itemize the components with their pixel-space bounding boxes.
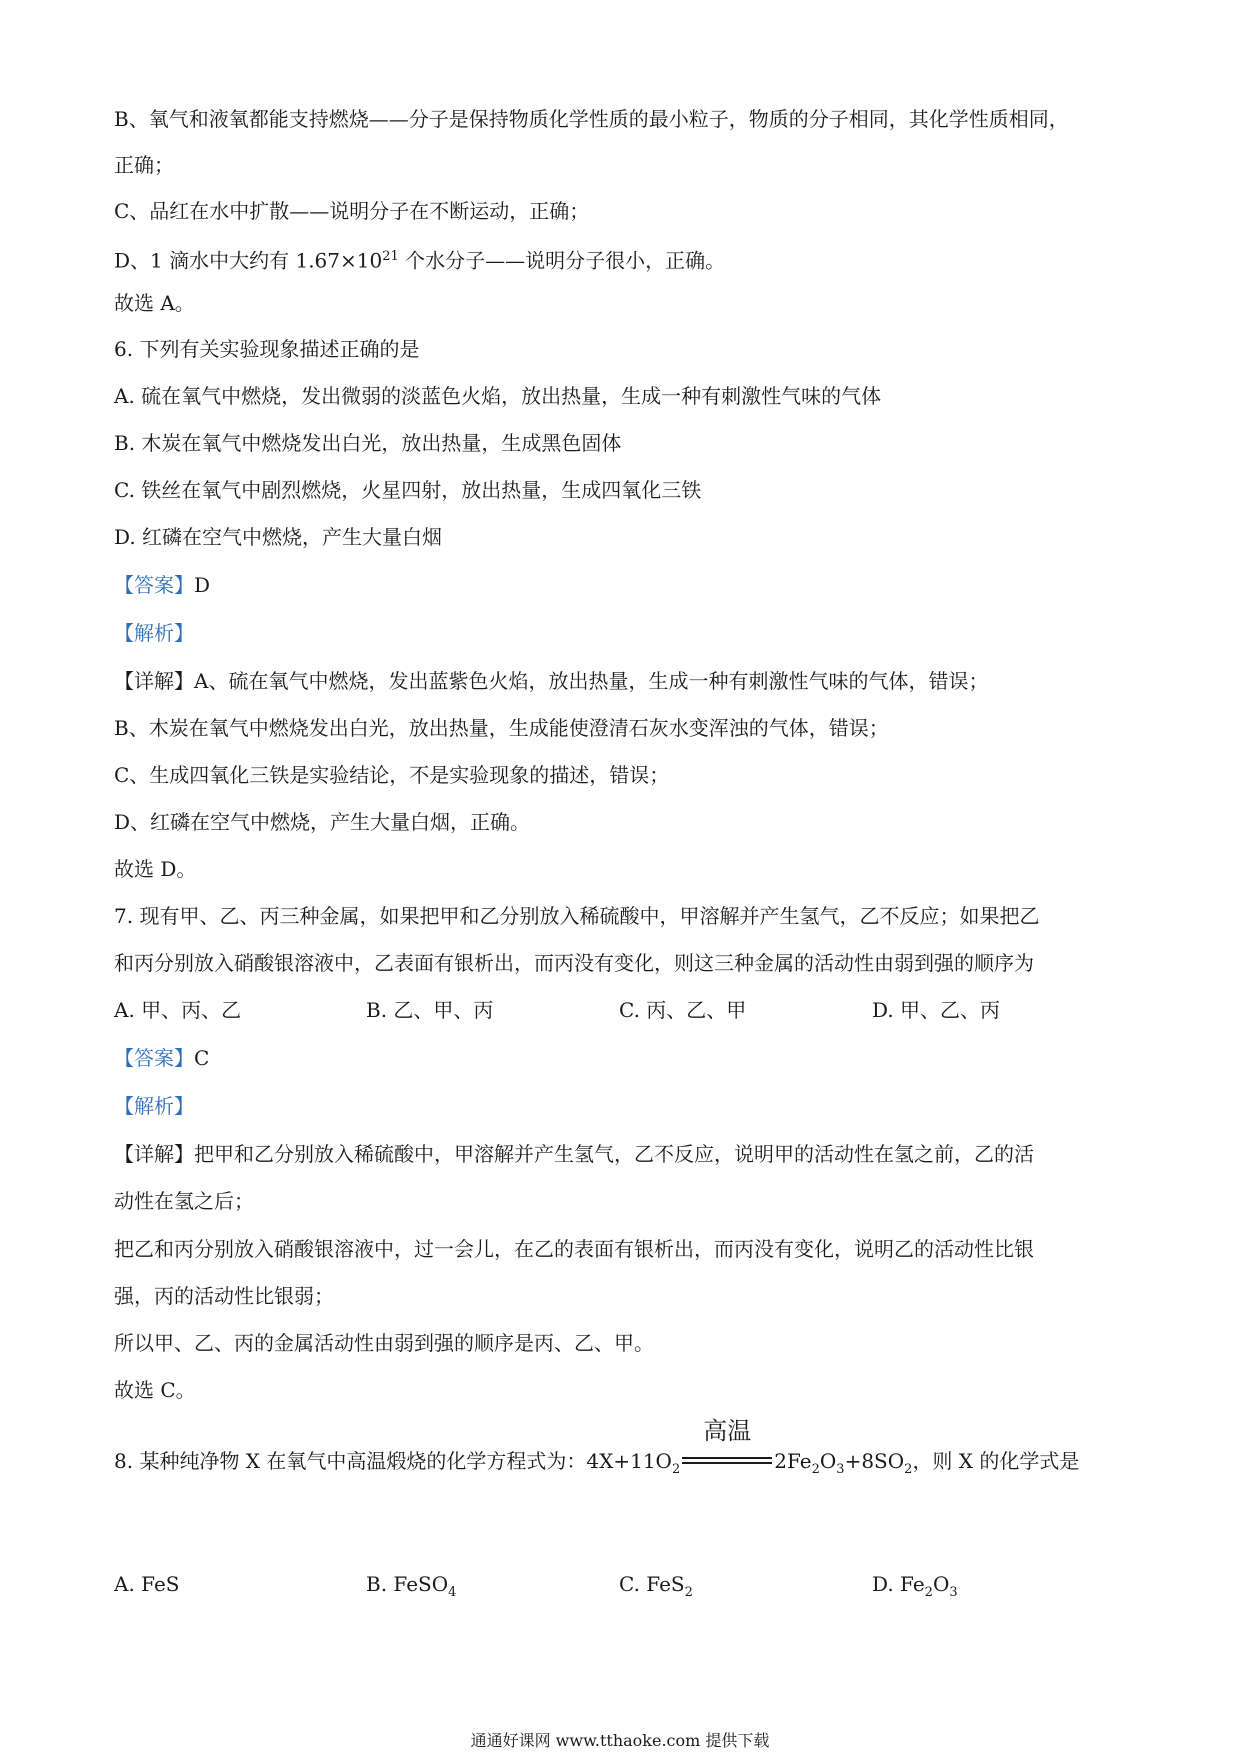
q5-conclusion: 故选 A。 <box>114 291 195 315</box>
reaction-condition-arrow <box>682 1417 772 1476</box>
q6-option-d: D. 红磷在空气中燃烧，产生大量白烟 <box>114 525 443 549</box>
q6-stem: 6. 下列有关实验现象描述正确的是 <box>114 337 420 361</box>
q7-stem-line2: 和丙分别放入硝酸银溶液中，乙表面有银析出，而丙没有变化，则这三种金属的活动性由弱到强的顺序为 <box>114 951 1034 975</box>
q7-conclusion: 故选 C。 <box>114 1378 196 1402</box>
q8-option-c: C. FeS$_2$ <box>619 1572 693 1600</box>
q7-option-a: A. 甲、丙、乙 <box>114 998 242 1022</box>
q7-detail-line5: 所以甲、乙、丙的金属活动性由弱到强的顺序是丙、乙、甲。 <box>114 1331 654 1355</box>
q7-detail-line3: 把乙和丙分别放入硝酸银溶液中，过一会儿，在乙的表面有银析出，而丙没有变化，说明乙的活动性比银 <box>114 1237 1034 1261</box>
q5-option-b-line1: B、氧气和液氧都能支持燃烧——分子是保持物质化学性质的最小粒子，物质的分子相同，其化学性质相同， <box>114 107 1069 131</box>
q8-stem: 8. 某种纯净物 X 在氧气中高温煅烧的化学方程式为：$4X+11O_2$ 高温 $2Fe_2O_3+8SO_2$，则 X 的化学式是 <box>114 1417 1080 1477</box>
q7-option-b: B. 乙、甲、丙 <box>366 998 494 1022</box>
q6-option-a: A. 硫在氧气中燃烧，发出微弱的淡蓝色火焰，放出热量，生成一种有刺激性气味的气体 <box>114 384 882 408</box>
q7-detail-line1: 【详解】把甲和乙分别放入稀硫酸中，甲溶解并产生氢气，乙不反应，说明甲的活动性在氢之前，乙的活 <box>114 1142 1034 1166</box>
q6-detail-d: D、红磷在空气中燃烧，产生大量白烟，正确。 <box>114 810 531 834</box>
q7-detail-line2: 动性在氢之后； <box>114 1189 254 1213</box>
q6-conclusion: 故选 D。 <box>114 857 197 881</box>
q6-answer: 【答案】D <box>114 573 211 597</box>
q6-option-b: B. 木炭在氧气中燃烧发出白光，放出热量，生成黑色固体 <box>114 431 622 455</box>
q7-option-d: D. 甲、乙、丙 <box>872 998 1001 1022</box>
q5-option-d: D、1 滴水中大约有 $1.67\times 10^{21}$ 个水分子——说明分子很小，正确。 <box>114 248 726 273</box>
q8-option-d: D. $Fe_2O_3$ <box>872 1572 958 1600</box>
answer-tag: 【答案】 <box>114 1046 194 1070</box>
reaction-condition: 高温 <box>703 1417 752 1445</box>
q7-answer: 【答案】C <box>114 1046 210 1070</box>
q5-option-b-line2: 正确； <box>114 153 174 177</box>
q6-detail-c: C、生成四氧化三铁是实验结论，不是实验现象的描述，错误； <box>114 763 670 787</box>
q7-stem-line1: 7. 现有甲、乙、丙三种金属，如果把甲和乙分别放入稀硫酸中，甲溶解并产生氢气，乙不反应；如果把乙 <box>114 904 1040 928</box>
page-footer: 通通好课网 www.tthaoke.com 提供下载 <box>470 1731 770 1750</box>
q6-detail-a: 【详解】A、硫在氧气中燃烧，发出蓝紫色火焰，放出热量，生成一种有刺激性气味的气体，错误； <box>114 669 989 693</box>
q7-analysis-tag: 【解析】 <box>114 1094 194 1118</box>
q6-detail-b: B、木炭在氧气中燃烧发出白光，放出热量，生成能使澄清石灰水变浑浊的气体，错误； <box>114 716 889 740</box>
q8-option-a: A. FeS <box>114 1572 180 1596</box>
q6-option-c: C. 铁丝在氧气中剧烈燃烧，火星四射，放出热量，生成四氧化三铁 <box>114 478 702 502</box>
q5-option-c: C、品红在水中扩散——说明分子在不断运动，正确； <box>114 199 590 223</box>
q7-detail-line4: 强，丙的活动性比银弱； <box>114 1284 334 1308</box>
q8-option-b: B. FeSO$_4$ <box>366 1572 457 1600</box>
answer-tag: 【答案】 <box>114 573 194 597</box>
q6-analysis-tag: 【解析】 <box>114 621 194 645</box>
q7-option-c: C. 丙、乙、甲 <box>619 998 747 1022</box>
